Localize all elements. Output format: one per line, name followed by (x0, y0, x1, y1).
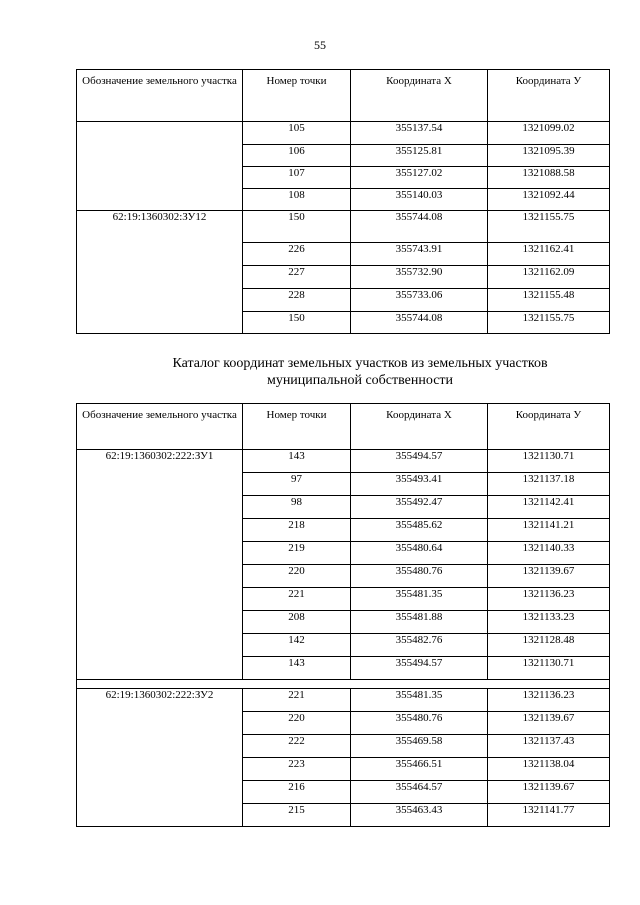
coordinate-x: 355481.88 (351, 611, 488, 634)
coordinate-x: 355492.47 (351, 496, 488, 519)
coordinate-x: 355481.35 (351, 588, 488, 611)
coordinate-y: 1321139.67 (488, 712, 610, 735)
coordinate-y: 1321092.44 (488, 189, 610, 211)
coordinate-y: 1321139.67 (488, 781, 610, 804)
coordinate-y: 1321141.21 (488, 519, 610, 542)
coordinate-y: 1321155.75 (488, 211, 610, 243)
header-coordinate-x: Координата Х (351, 404, 488, 450)
point-number: 106 (243, 145, 351, 167)
table-row (77, 450, 610, 473)
header-area: Обозначение земельного участка (77, 404, 243, 450)
coordinate-y: 1321137.18 (488, 473, 610, 496)
coordinate-y: 1321138.04 (488, 758, 610, 781)
point-number: 107 (243, 167, 351, 189)
table-header-row (77, 404, 610, 450)
coordinate-y: 1321128.48 (488, 634, 610, 657)
coordinate-x: 355494.57 (351, 657, 488, 680)
coordinate-x: 355137.54 (351, 122, 488, 145)
coordinate-y: 1321162.09 (488, 266, 610, 289)
coordinate-y: 1321136.23 (488, 689, 610, 712)
point-number: 221 (243, 689, 351, 712)
section-title-line-1: Каталог координат земельных участков из земельных участков (172, 356, 548, 371)
header-point-number: Номер точки (243, 70, 351, 122)
point-number: 105 (243, 122, 351, 145)
point-number: 97 (243, 473, 351, 496)
coordinate-x: 355480.76 (351, 565, 488, 588)
coordinate-y: 1321130.71 (488, 450, 610, 473)
coordinate-y: 1321088.58 (488, 167, 610, 189)
point-number: 227 (243, 266, 351, 289)
coordinate-y: 1321133.23 (488, 611, 610, 634)
coordinate-x: 355469.58 (351, 735, 488, 758)
coordinate-x: 355485.62 (351, 519, 488, 542)
coordinate-y: 1321141.77 (488, 804, 610, 827)
point-number: 208 (243, 611, 351, 634)
coordinate-x: 355140.03 (351, 189, 488, 211)
point-number: 215 (243, 804, 351, 827)
separator-cell (77, 680, 610, 689)
coordinate-y: 1321136.23 (488, 588, 610, 611)
point-number: 220 (243, 565, 351, 588)
coordinate-y: 1321162.41 (488, 243, 610, 266)
point-number: 143 (243, 657, 351, 680)
table-row (77, 211, 610, 243)
coordinate-x: 355744.08 (351, 211, 488, 243)
point-number: 216 (243, 781, 351, 804)
point-number: 150 (243, 312, 351, 334)
page-number: 55 (314, 38, 326, 52)
table-row (77, 122, 610, 145)
point-number: 219 (243, 542, 351, 565)
coordinate-x: 355480.76 (351, 712, 488, 735)
coordinate-x: 355743.91 (351, 243, 488, 266)
coordinate-x: 355482.76 (351, 634, 488, 657)
table-header-row (77, 70, 610, 122)
point-number: 228 (243, 289, 351, 312)
coordinates-table-2 (76, 403, 610, 827)
point-number: 222 (243, 735, 351, 758)
table-separator-row (77, 680, 610, 689)
land-plot-id: 62:19:1360302:222:ЗУ1 (77, 450, 243, 680)
point-number: 143 (243, 450, 351, 473)
coordinate-y: 1321142.41 (488, 496, 610, 519)
coordinate-x: 355744.08 (351, 312, 488, 334)
table-row (77, 689, 610, 712)
section-title-line-2: муниципальной собственности (266, 373, 454, 388)
header-coordinate-y: Координата У (488, 70, 610, 122)
header-coordinate-x: Координата Х (351, 70, 488, 122)
point-number: 220 (243, 712, 351, 735)
coordinate-x: 355466.51 (351, 758, 488, 781)
land-plot-id (77, 122, 243, 211)
point-number: 223 (243, 758, 351, 781)
coordinate-x: 355494.57 (351, 450, 488, 473)
coordinate-x: 355493.41 (351, 473, 488, 496)
header-coordinate-y: Координата У (488, 404, 610, 450)
coordinate-x: 355125.81 (351, 145, 488, 167)
point-number: 221 (243, 588, 351, 611)
coordinate-x: 355127.02 (351, 167, 488, 189)
coordinate-x: 355481.35 (351, 689, 488, 712)
point-number: 142 (243, 634, 351, 657)
coordinates-table-1 (76, 69, 610, 334)
point-number: 218 (243, 519, 351, 542)
coordinate-y: 1321130.71 (488, 657, 610, 680)
header-area: Обозначение земельного участка (77, 70, 243, 122)
coordinate-x: 355464.57 (351, 781, 488, 804)
header-point-number: Номер точки (243, 404, 351, 450)
coordinate-x: 355480.64 (351, 542, 488, 565)
coordinate-y: 1321095.39 (488, 145, 610, 167)
point-number: 108 (243, 189, 351, 211)
coordinate-y: 1321140.33 (488, 542, 610, 565)
coordinate-y: 1321139.67 (488, 565, 610, 588)
coordinate-y: 1321137.43 (488, 735, 610, 758)
point-number: 226 (243, 243, 351, 266)
coordinate-y: 1321155.48 (488, 289, 610, 312)
coordinate-y: 1321155.75 (488, 312, 610, 334)
coordinate-x: 355463.43 (351, 804, 488, 827)
coordinate-y: 1321099.02 (488, 122, 610, 145)
coordinate-x: 355732.90 (351, 266, 488, 289)
point-number: 98 (243, 496, 351, 519)
land-plot-id: 62:19:1360302:222:ЗУ2 (77, 689, 243, 827)
coordinate-x: 355733.06 (351, 289, 488, 312)
land-plot-id: 62:19:1360302:ЗУ12 (77, 211, 243, 334)
point-number: 150 (243, 211, 351, 243)
